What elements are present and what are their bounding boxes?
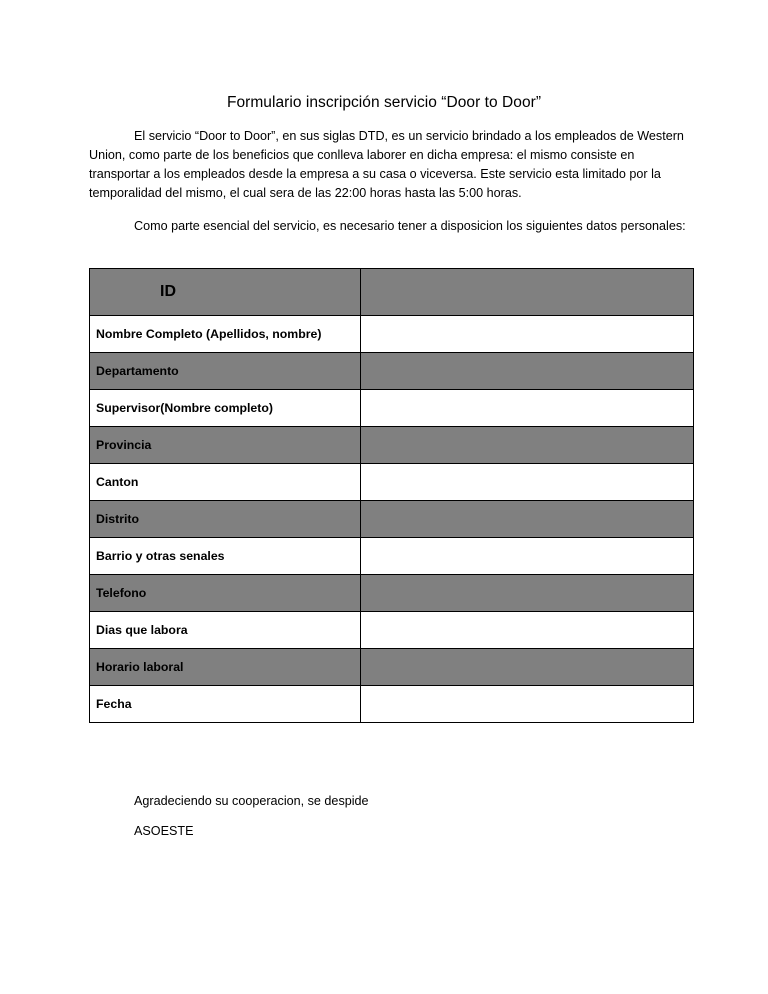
form-row [90,501,694,538]
field-value-canton[interactable] [361,464,694,501]
form-header-row [90,269,694,316]
closing-text: Agradeciendo su cooperacion, se despide [134,794,369,808]
document-title: Formulario inscripción servicio “Door to Door” [226,94,542,111]
form-row [90,353,694,390]
id-label: ID [90,269,361,316]
form-row [90,649,694,686]
field-value-barrio[interactable] [361,538,694,575]
signature-text: ASOESTE [134,824,194,838]
intro-paragraph-text: El servicio “Door to Door”, en sus siglas DTD, es un servicio brindado a los empleados de Western Union, como parte de los beneficios que conlleva laborer en dicha empresa: el mismo consiste en transportar a los empleados desde la empresa a su casa o viceversa. Este servicio esta limitado por la temporalidad del mismo, el cual sera de las 22:00 horas hasta las 5:00 horas. [89,129,684,200]
form-row [90,464,694,501]
requirements-paragraph-text: Como parte esencial del servicio, es necesario tener a disposicion los siguientes datos personales: [134,219,686,233]
field-label-barrio: Barrio y otras senales [90,538,361,575]
field-value-departamento[interactable] [361,353,694,390]
form-row [90,390,694,427]
intro-paragraph [89,127,689,203]
field-label-canton: Canton [90,464,361,501]
form-row [90,612,694,649]
field-label-fecha: Fecha [90,686,361,723]
field-value-nombre-completo[interactable] [361,316,694,353]
field-value-supervisor[interactable] [361,390,694,427]
field-label-provincia: Provincia [90,427,361,464]
field-label-distrito: Distrito [90,501,361,538]
requirements-paragraph [89,217,689,236]
form-row [90,538,694,575]
field-label-supervisor: Supervisor(Nombre completo) [90,390,361,427]
field-label-horario-laboral: Horario laboral [90,649,361,686]
field-label-dias-labora: Dias que labora [90,612,361,649]
form-row [90,427,694,464]
field-label-telefono: Telefono [90,575,361,612]
field-value-fecha[interactable] [361,686,694,723]
field-value-telefono[interactable] [361,575,694,612]
field-value-horario-laboral[interactable] [361,649,694,686]
field-value-distrito[interactable] [361,501,694,538]
id-value-field[interactable] [361,269,694,316]
personal-data-form-table [89,268,694,723]
form-row [90,316,694,353]
field-value-provincia[interactable] [361,427,694,464]
field-label-nombre-completo: Nombre Completo (Apellidos, nombre) [90,316,361,353]
field-label-departamento: Departamento [90,353,361,390]
field-value-dias-labora[interactable] [361,612,694,649]
form-row [90,686,694,723]
form-row [90,575,694,612]
